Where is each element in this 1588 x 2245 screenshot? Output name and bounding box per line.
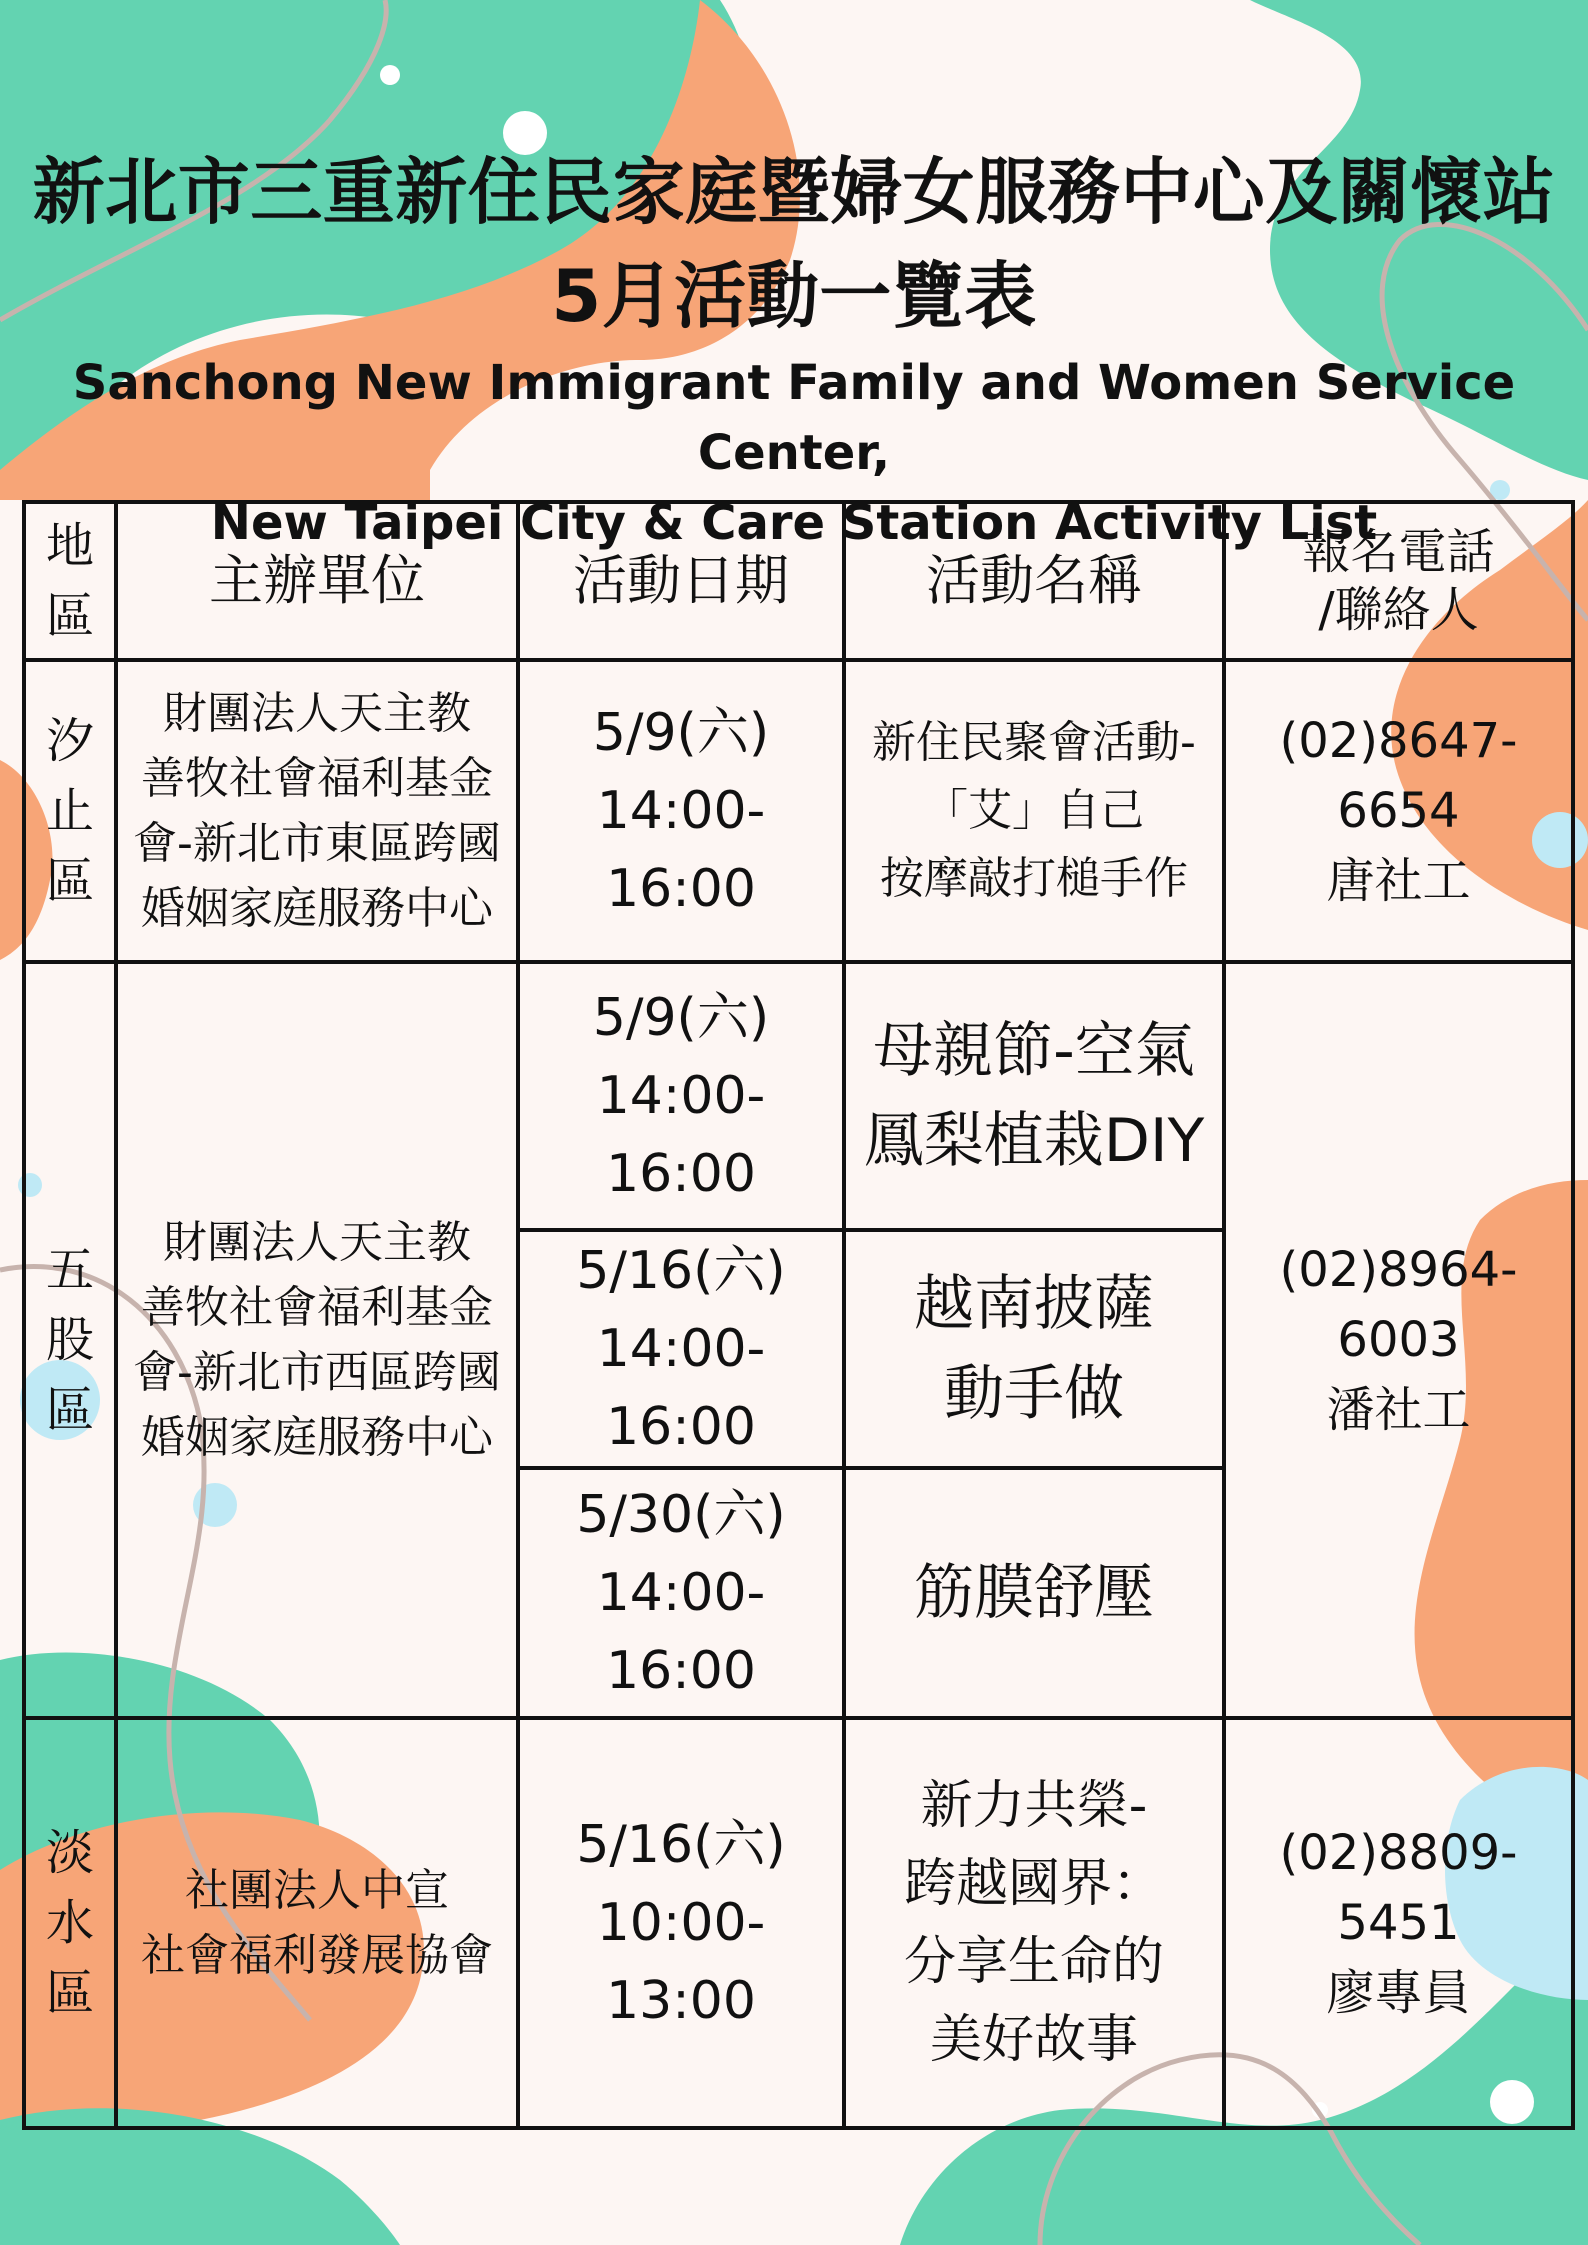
- cell-text-line: 母親節-空氣: [873, 1016, 1195, 1086]
- cell-text-line: 5/9(六): [592, 703, 770, 763]
- activity-cell: [844, 962, 1224, 1230]
- cell-text-line: 14:00-16:00: [596, 1563, 766, 1701]
- cell-text-line: 社團法人中宣: [185, 1865, 449, 1916]
- table-row: [24, 660, 1573, 962]
- cell-text-line: 越南披薩: [914, 1269, 1154, 1339]
- cell-text-line: 婚姻家庭服務中心: [141, 883, 493, 934]
- organizer-cell: [116, 1718, 518, 2128]
- date-cell: [518, 1718, 844, 2128]
- cell-text-line: 5/30(六): [576, 1485, 786, 1545]
- phone-number: (02)8964-6003: [1279, 1242, 1518, 1368]
- page-subtitle-zh: 5月活動一覽表: [551, 254, 1037, 338]
- cell-text-line: 新力共榮-: [920, 1776, 1148, 1836]
- region-cell: [24, 660, 116, 962]
- cell-text-line: 14:00-16:00: [596, 1319, 766, 1457]
- cell-text-line: 動手做: [944, 1359, 1124, 1429]
- cell-text-line: 按摩敲打槌手作: [880, 853, 1188, 904]
- cell-text-line: /聯絡人: [1318, 582, 1479, 638]
- contact-person: 潘社工: [1326, 1382, 1471, 1438]
- title-block: [0, 140, 1588, 558]
- cell-text-line: 婚姻家庭服務中心: [141, 1412, 493, 1463]
- cell-text-line: 分享生命的: [903, 1932, 1164, 1992]
- cell-text-line: 汐: [45, 713, 94, 769]
- cell-text-line: 會-新北市東區跨國: [133, 818, 501, 869]
- table-header-row: [24, 502, 1573, 660]
- cell-text-line: 會-新北市西區跨國: [133, 1347, 501, 1398]
- phone-number: (02)8809-5451: [1279, 1825, 1518, 1951]
- cell-text-line: 區: [45, 1382, 94, 1438]
- cell-text-line: 股: [45, 1312, 94, 1368]
- page-title-en-line2: New Taipei City & Care Station Activity List: [210, 495, 1378, 551]
- region-cell: [24, 962, 116, 1718]
- organizer-cell: [116, 962, 518, 1718]
- cell-text-line: 5/9(六): [592, 988, 770, 1048]
- contact-person: 廖專員: [1326, 1965, 1471, 2021]
- cell-text-line: 水: [45, 1895, 94, 1951]
- contact-cell: [1224, 1718, 1573, 2128]
- cell-text-line: 五: [45, 1242, 94, 1298]
- activity-cell: [844, 1468, 1224, 1718]
- cell-text-line: 14:00-16:00: [596, 1066, 766, 1204]
- cell-text-line: 新住民聚會活動-: [872, 717, 1196, 768]
- cell-text-line: 區: [45, 588, 94, 644]
- activity-table: [22, 500, 1575, 2130]
- header-date: 活動日期: [518, 502, 844, 660]
- activity-cell: [844, 660, 1224, 962]
- date-cell: [518, 660, 844, 962]
- contact-cell: [1224, 962, 1573, 1718]
- date-cell: [518, 962, 844, 1230]
- table-row: [24, 1718, 1573, 2128]
- region-cell: [24, 1718, 116, 2128]
- cell-text-line: 美好故事: [929, 2010, 1138, 2070]
- white-dot: [380, 65, 400, 85]
- header-contact: [1224, 502, 1573, 660]
- header-activity: 活動名稱: [844, 502, 1224, 660]
- cell-text-line: 善牧社會福利基金: [141, 753, 493, 804]
- cell-text-line: 14:00-16:00: [596, 781, 766, 919]
- cell-text-line: 鳳梨植栽DIY: [863, 1106, 1205, 1176]
- table-row: [24, 962, 1573, 1230]
- cell-text-line: 地: [45, 518, 94, 574]
- contact-cell: [1224, 660, 1573, 962]
- cell-text-line: 止: [45, 783, 94, 839]
- cell-text-line: 報名電話: [1302, 524, 1495, 580]
- cell-text-line: 5/16(六): [576, 1241, 786, 1301]
- date-cell: [518, 1468, 844, 1718]
- cell-text-line: 財團法人天主教: [163, 1217, 471, 1268]
- activity-cell: [844, 1718, 1224, 2128]
- contact-person: 唐社工: [1326, 853, 1471, 909]
- cell-text-line: 淡: [45, 1825, 94, 1881]
- cell-text-line: 區: [45, 853, 94, 909]
- page-title-zh: 新北市三重新住民家庭暨婦女服務中心及關懷站: [32, 150, 1556, 234]
- cell-text-line: 「艾」自己: [924, 785, 1144, 836]
- cell-text-line: 社會福利發展協會: [141, 1930, 493, 1981]
- cell-text-line: 跨越國界：: [903, 1854, 1164, 1914]
- cell-text-line: 筋膜舒壓: [914, 1558, 1154, 1628]
- cell-text-line: 區: [45, 1965, 94, 2021]
- cell-text-line: 財團法人天主教: [163, 688, 471, 739]
- page-title-en-line1: Sanchong New Immigrant Family and Women Service Center,: [72, 355, 1516, 481]
- header-organizer: 主辦單位: [116, 502, 518, 660]
- phone-number: (02)8647-6654: [1279, 713, 1518, 839]
- date-cell: [518, 1230, 844, 1468]
- organizer-cell: [116, 660, 518, 962]
- header-region: [24, 502, 116, 660]
- activity-cell: [844, 1230, 1224, 1468]
- cell-text-line: 善牧社會福利基金: [141, 1282, 493, 1333]
- cell-text-line: 5/16(六): [576, 1815, 786, 1875]
- cell-text-line: 10:00-13:00: [596, 1893, 766, 2031]
